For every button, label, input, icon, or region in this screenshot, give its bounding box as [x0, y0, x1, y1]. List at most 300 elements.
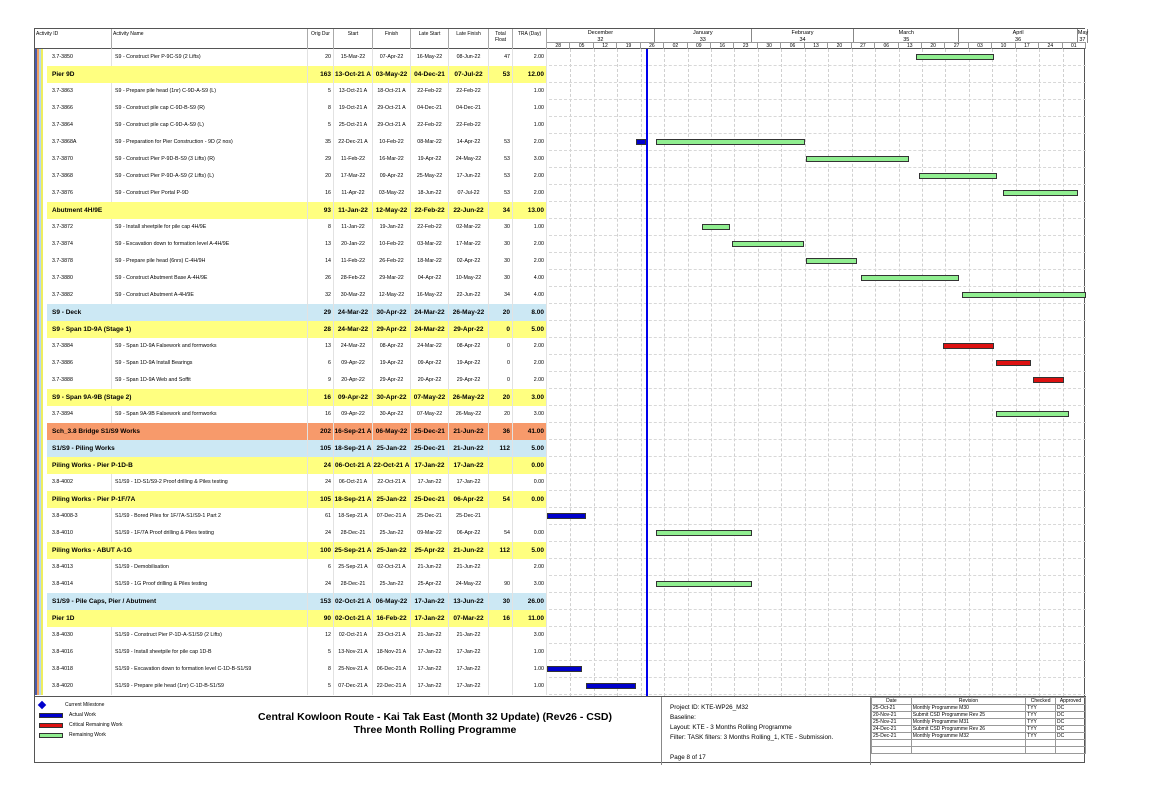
activity-row[interactable] — [35, 168, 1086, 185]
revision-header-cell: Date — [872, 698, 912, 705]
cell-activity-id: 3.7-3868 — [49, 168, 112, 185]
hierarchy-band — [35, 253, 47, 270]
gantt-bar-actual[interactable] — [636, 139, 646, 145]
activity-row[interactable] — [35, 49, 1086, 66]
gantt-bar-remaining[interactable] — [656, 139, 804, 145]
page-number: Page 8 of 17 — [670, 754, 706, 761]
cell-late-start: 25-Dec-21 — [411, 423, 449, 440]
cell-late-start: 17-Jan-22 — [411, 644, 449, 661]
cell-finish: 16-Feb-22 — [373, 610, 411, 627]
cell-activity-name: S1/S9 - Bored Piles for 1F/7A-S1/S9-1 Part 2 — [112, 508, 308, 525]
cell-late-finish: 07-Jul-22 — [449, 185, 489, 202]
wbs-row[interactable] — [35, 457, 1086, 474]
cell-late-finish: 22-Feb-22 — [449, 83, 489, 100]
cell-activity-name: S1/S9 - 1D-S1/S9-2 Proof drilling & Piles testing — [112, 474, 308, 491]
cell-finish: 19-Jan-22 — [373, 219, 411, 236]
activity-row[interactable] — [35, 661, 1086, 678]
timescale-week: 23 — [734, 42, 757, 49]
cell-finish: 30-Apr-22 — [373, 406, 411, 423]
critical-swatch — [39, 723, 63, 728]
gantt-bar-critical[interactable] — [943, 343, 994, 349]
wbs-row[interactable] — [35, 202, 1086, 219]
col-header-activity-name[interactable]: Activity Name — [112, 29, 308, 49]
timescale-week: 20 — [922, 42, 945, 49]
hierarchy-band — [35, 168, 47, 185]
hierarchy-band — [35, 661, 47, 678]
cell-finish: 09-Apr-22 — [373, 168, 411, 185]
cell-start: 25-Sep-21 A — [334, 542, 373, 559]
hierarchy-band — [35, 542, 47, 559]
cell-total-float: 30 — [489, 593, 513, 610]
legend-actual-label: Actual Work — [69, 712, 96, 718]
hierarchy-band — [35, 576, 47, 593]
activity-table — [35, 49, 1086, 696]
cell-late-finish: 25-Dec-21 — [449, 508, 489, 525]
cell-late-finish: 29-Apr-22 — [449, 321, 489, 338]
cell-tra: 0.00 — [513, 474, 547, 491]
cell-start: 09-Apr-22 — [334, 355, 373, 372]
cell-activity-id: 3.7-3886 — [49, 355, 112, 372]
legend-milestone-label: Current Milestone — [65, 702, 105, 708]
remaining-swatch — [39, 733, 63, 738]
cell-activity-id: 3.7-3882 — [49, 287, 112, 304]
gantt-bar-critical[interactable] — [996, 360, 1031, 366]
cell-late-start: 04-Apr-22 — [411, 270, 449, 287]
activity-row[interactable] — [35, 100, 1086, 117]
cell-finish: 30-Apr-22 — [373, 304, 411, 321]
month-name: April — [1012, 30, 1024, 36]
cell-orig-dur: 35 — [308, 134, 334, 151]
gantt-bar-remaining[interactable] — [996, 411, 1069, 417]
month-week-number: 37 — [1079, 36, 1086, 43]
activity-row[interactable] — [35, 372, 1086, 389]
col-header-orig-dur[interactable]: Orig Dur — [308, 29, 334, 49]
cell-activity-name: S9 - Span 9A-9B Falsework and formworks — [112, 406, 308, 423]
cell-activity-id: 3.8-4010 — [49, 525, 112, 542]
col-header-activity-id[interactable]: Activity ID — [35, 29, 112, 49]
cell-late-start: 22-Feb-22 — [411, 202, 449, 219]
cell-late-start: 22-Feb-22 — [411, 117, 449, 134]
hierarchy-band — [35, 219, 47, 236]
timescale-week: 03 — [969, 42, 992, 49]
cell-activity-name: Piling Works - Pier P-1D-B — [49, 457, 308, 474]
project-id: Project ID: KTE-WP26_M32 — [670, 704, 749, 711]
hierarchy-band — [35, 610, 47, 627]
cell-late-start: 16-May-22 — [411, 49, 449, 66]
wbs-row[interactable] — [35, 610, 1086, 627]
revision-row — [872, 712, 1086, 719]
gantt-lane — [547, 202, 1086, 219]
hierarchy-band — [35, 236, 47, 253]
cell-total-float — [489, 661, 513, 678]
cell-tra: 2.00 — [513, 355, 547, 372]
cell-late-start: 17-Jan-22 — [411, 610, 449, 627]
cell-orig-dur: 16 — [308, 185, 334, 202]
gantt-bar-remaining[interactable] — [1003, 190, 1078, 196]
month-name: May — [1077, 30, 1089, 36]
gantt-bar-actual[interactable] — [547, 666, 582, 672]
activity-row[interactable] — [35, 355, 1086, 372]
hierarchy-band — [35, 304, 47, 321]
cell-late-finish: 17-Jun-22 — [449, 168, 489, 185]
cell-total-float: 53 — [489, 134, 513, 151]
cell-late-start: 24-Mar-22 — [411, 338, 449, 355]
cell-tra: 2.00 — [513, 168, 547, 185]
gantt-lane — [547, 83, 1086, 100]
col-header-finish[interactable]: Finish — [373, 29, 411, 49]
revision-cell — [872, 740, 912, 747]
gantt-bar-remaining[interactable] — [916, 54, 994, 60]
wbs-row[interactable] — [35, 593, 1086, 610]
cell-late-finish: 21-Jun-22 — [449, 423, 489, 440]
cell-start: 11-Feb-22 — [334, 151, 373, 168]
cell-activity-name: Pier 9D — [49, 66, 308, 83]
timescale-month — [655, 29, 752, 43]
cell-orig-dur: 20 — [308, 49, 334, 66]
cell-orig-dur: 6 — [308, 355, 334, 372]
cell-total-float: 53 — [489, 185, 513, 202]
cell-late-finish: 14-Apr-22 — [449, 134, 489, 151]
hierarchy-band — [35, 525, 47, 542]
cell-finish: 03-May-22 — [373, 66, 411, 83]
cell-tra: 1.00 — [513, 100, 547, 117]
gantt-bar-remaining[interactable] — [702, 224, 731, 230]
revision-cell: 20-Nov-21 — [872, 712, 912, 719]
timescale-week: 05 — [570, 42, 593, 49]
cell-late-start: 07-May-22 — [411, 406, 449, 423]
cell-tra: 12.00 — [513, 66, 547, 83]
revision-cell: DC — [1056, 712, 1086, 719]
activity-row[interactable] — [35, 83, 1086, 100]
timescale-week: 27 — [852, 42, 875, 49]
month-name: January — [693, 30, 713, 36]
cell-total-float: 90 — [489, 576, 513, 593]
activity-row[interactable] — [35, 236, 1086, 253]
cell-late-finish: 21-Jun-22 — [449, 440, 489, 457]
timescale-week: 17 — [1016, 42, 1039, 49]
cell-total-float: 0 — [489, 372, 513, 389]
cell-orig-dur: 8 — [308, 219, 334, 236]
cell-finish: 12-May-22 — [373, 202, 411, 219]
activity-row[interactable] — [35, 287, 1086, 304]
cell-total-float — [489, 83, 513, 100]
cell-orig-dur: 6 — [308, 559, 334, 576]
cell-late-finish: 02-Apr-22 — [449, 253, 489, 270]
cell-finish: 30-Apr-22 — [373, 389, 411, 406]
gantt-bar-actual[interactable] — [547, 513, 586, 519]
cell-activity-name: S9 - Construct Pier Portal P-9D — [112, 185, 308, 202]
cell-tra: 5.00 — [513, 321, 547, 338]
gantt-bar-remaining[interactable] — [861, 275, 959, 281]
col-header-late-finish[interactable]: Late Finish — [449, 29, 489, 49]
cell-finish: 18-Oct-21 A — [373, 83, 411, 100]
activity-row[interactable] — [35, 270, 1086, 287]
cell-activity-name: S1/S9 - 1F/7A Proof drilling & Piles testing — [112, 525, 308, 542]
revision-cell — [872, 747, 912, 754]
cell-late-start: 20-Apr-22 — [411, 372, 449, 389]
cell-total-float — [489, 474, 513, 491]
activity-row[interactable] — [35, 253, 1086, 270]
wbs-row[interactable] — [35, 66, 1086, 83]
cell-late-finish: 17-Mar-22 — [449, 236, 489, 253]
actual-swatch — [39, 713, 63, 718]
hierarchy-band — [35, 406, 47, 423]
cell-total-float: 53 — [489, 168, 513, 185]
gantt-lane — [547, 321, 1086, 338]
cell-finish: 25-Jan-22 — [373, 491, 411, 508]
cell-tra: 26.00 — [513, 593, 547, 610]
cell-activity-name: S9 - Span 1D-9A (Stage 1) — [49, 321, 308, 338]
cell-orig-dur: 13 — [308, 338, 334, 355]
cell-orig-dur: 28 — [308, 321, 334, 338]
col-header-late-start[interactable]: Late Start — [411, 29, 449, 49]
cell-start: 28-Dec-21 — [334, 525, 373, 542]
hierarchy-band — [35, 66, 47, 83]
cell-activity-id: 3.7-3850 — [49, 49, 112, 66]
hierarchy-band — [35, 287, 47, 304]
revision-cell: TYY — [1026, 705, 1056, 712]
cell-late-finish: 26-May-22 — [449, 389, 489, 406]
hierarchy-band — [35, 644, 47, 661]
cell-start: 15-Mar-22 — [334, 49, 373, 66]
cell-activity-name: S1/S9 - Construct Pier P-1D-A-S1/S9 (2 Lifts) — [112, 627, 308, 644]
cell-late-start: 21-Jan-22 — [411, 627, 449, 644]
hierarchy-band — [35, 423, 47, 440]
activity-row[interactable] — [35, 474, 1086, 491]
timescale-week: 02 — [664, 42, 687, 49]
legend-critical-label: Critical Remaining Work — [69, 722, 123, 728]
gantt-lane — [547, 134, 1086, 151]
cell-tra: 5.00 — [513, 440, 547, 457]
gantt-bar-actual[interactable] — [586, 683, 636, 689]
cell-orig-dur: 105 — [308, 440, 334, 457]
cell-activity-id: 3.7-3884 — [49, 338, 112, 355]
cell-finish: 10-Feb-22 — [373, 134, 411, 151]
cell-orig-dur: 5 — [308, 644, 334, 661]
cell-orig-dur: 5 — [308, 678, 334, 695]
cell-late-finish: 21-Jan-22 — [449, 627, 489, 644]
hierarchy-band — [35, 321, 47, 338]
cell-orig-dur: 12 — [308, 627, 334, 644]
col-header-total-float[interactable]: Total Float — [489, 29, 513, 49]
activity-row[interactable] — [35, 576, 1086, 593]
cell-finish: 07-Apr-22 — [373, 49, 411, 66]
wbs-row[interactable] — [35, 423, 1086, 440]
revision-header-cell: Approved — [1056, 698, 1086, 705]
activity-row[interactable] — [35, 134, 1086, 151]
cell-start: 09-Apr-22 — [334, 406, 373, 423]
timescale-week: 20 — [828, 42, 851, 49]
activity-row[interactable] — [35, 219, 1086, 236]
cell-late-start: 18-Mar-22 — [411, 253, 449, 270]
cell-orig-dur: 93 — [308, 202, 334, 219]
gantt-bar-remaining[interactable] — [732, 241, 804, 247]
cell-tra: 13.00 — [513, 202, 547, 219]
activity-row[interactable] — [35, 627, 1086, 644]
activity-row[interactable] — [35, 151, 1086, 168]
cell-activity-id: 3.7-3874 — [49, 236, 112, 253]
cell-activity-id: 3.8-4014 — [49, 576, 112, 593]
cell-total-float: 30 — [489, 219, 513, 236]
cell-start: 13-Nov-21 A — [334, 644, 373, 661]
timescale-month — [959, 29, 1078, 43]
revision-cell: Monthly Programme M32 — [911, 733, 1025, 740]
wbs-row[interactable] — [35, 440, 1086, 457]
wbs-row[interactable] — [35, 491, 1086, 508]
cell-tra: 41.00 — [513, 423, 547, 440]
cell-start: 20-Jan-22 — [334, 236, 373, 253]
gantt-bar-remaining[interactable] — [656, 581, 751, 587]
cell-late-finish: 17-Jan-22 — [449, 678, 489, 695]
cell-total-float: 53 — [489, 151, 513, 168]
activity-row[interactable] — [35, 185, 1086, 202]
cell-total-float: 112 — [489, 440, 513, 457]
cell-orig-dur: 24 — [308, 474, 334, 491]
cell-late-start: 24-Mar-22 — [411, 321, 449, 338]
activity-row[interactable] — [35, 338, 1086, 355]
gantt-bar-critical[interactable] — [1033, 377, 1064, 383]
cell-late-finish: 26-May-22 — [449, 406, 489, 423]
gantt-lane — [547, 661, 1086, 678]
cell-activity-name: S9 - Span 9A-9B (Stage 2) — [49, 389, 308, 406]
cell-activity-name: S9 - Prepare pile head (6nrs) C-4H/9H — [112, 253, 308, 270]
cell-activity-name: S9 - Span 1D-9A Web and Soffit — [112, 372, 308, 389]
cell-activity-id: 3.8-4008-3 — [49, 508, 112, 525]
cell-finish: 22-Oct-21 A — [373, 474, 411, 491]
cell-tra: 2.00 — [513, 49, 547, 66]
month-week-number: 35 — [903, 36, 910, 43]
gantt-lane — [547, 474, 1086, 491]
gantt-lane — [547, 372, 1086, 389]
wbs-row[interactable] — [35, 389, 1086, 406]
cell-total-float: 47 — [489, 49, 513, 66]
cell-activity-name: S9 - Construct pile cap C-9D-B-S9 (R) — [112, 100, 308, 117]
cell-finish: 29-Mar-22 — [373, 270, 411, 287]
activity-row[interactable] — [35, 117, 1086, 134]
cell-orig-dur: 24 — [308, 576, 334, 593]
col-header-tra[interactable]: TRA (Day) — [513, 29, 547, 49]
timescale-week: 28 — [547, 42, 570, 49]
cell-activity-name: S9 - Excavation down to formation level A-4H/9E — [112, 236, 308, 253]
cell-late-start: 21-Jun-22 — [411, 559, 449, 576]
cell-activity-name: Pier 1D — [49, 610, 308, 627]
cell-tra: 1.00 — [513, 219, 547, 236]
cell-late-start: 08-Mar-22 — [411, 134, 449, 151]
activity-row[interactable] — [35, 525, 1086, 542]
cell-total-float — [489, 100, 513, 117]
gantt-bar-remaining[interactable] — [806, 258, 857, 264]
col-header-start[interactable]: Start — [334, 29, 373, 49]
cell-start: 11-Jan-22 — [334, 219, 373, 236]
cell-late-finish: 06-Apr-22 — [449, 525, 489, 542]
cell-activity-name: Piling Works - ABUT A-1G — [49, 542, 308, 559]
cell-start: 02-Oct-21 A — [334, 610, 373, 627]
cell-activity-id: 3.7-3876 — [49, 185, 112, 202]
gantt-lane — [547, 423, 1086, 440]
activity-row[interactable] — [35, 678, 1086, 695]
cell-start: 18-Sep-21 A — [334, 440, 373, 457]
cell-finish: 29-Apr-22 — [373, 372, 411, 389]
hierarchy-band — [35, 457, 47, 474]
hierarchy-band — [35, 389, 47, 406]
cell-start: 25-Oct-21 A — [334, 117, 373, 134]
gantt-bar-remaining[interactable] — [919, 173, 997, 179]
cell-total-float — [489, 678, 513, 695]
cell-tra: 2.00 — [513, 559, 547, 576]
hierarchy-band — [35, 338, 47, 355]
cell-activity-name: S1/S9 - 1G Proof drilling & Piles testing — [112, 576, 308, 593]
cell-activity-name: S9 - Construct Abutment A-4H/9E — [112, 287, 308, 304]
cell-tra: 0.00 — [513, 457, 547, 474]
cell-total-float — [489, 508, 513, 525]
cell-total-float: 112 — [489, 542, 513, 559]
month-week-number: 33 — [699, 36, 706, 43]
gantt-bar-remaining[interactable] — [806, 156, 909, 162]
cell-late-start: 17-Jan-22 — [411, 474, 449, 491]
timescale-month — [854, 29, 959, 43]
revision-empty-row — [872, 740, 1086, 747]
cell-start: 28-Dec-21 — [334, 576, 373, 593]
hierarchy-band — [35, 49, 47, 66]
milestone-icon — [38, 701, 46, 709]
gantt-lane — [547, 253, 1086, 270]
activity-row[interactable] — [35, 644, 1086, 661]
cell-start: 24-Mar-22 — [334, 321, 373, 338]
gantt-lane — [547, 355, 1086, 372]
wbs-row[interactable] — [35, 321, 1086, 338]
cell-finish: 22-Oct-21 A — [373, 457, 411, 474]
wbs-row[interactable] — [35, 304, 1086, 321]
cell-activity-id: 3.7-3894 — [49, 406, 112, 423]
wbs-row[interactable] — [35, 542, 1086, 559]
cell-late-finish: 19-Apr-22 — [449, 355, 489, 372]
cell-tra: 2.00 — [513, 338, 547, 355]
gantt-lane — [547, 49, 1086, 66]
cell-start: 18-Sep-21 A — [334, 491, 373, 508]
cell-tra: 0.00 — [513, 525, 547, 542]
cell-finish: 22-Dec-21 A — [373, 678, 411, 695]
gantt-lane — [547, 66, 1086, 83]
cell-tra: 2.00 — [513, 372, 547, 389]
month-week-number: 34 — [799, 36, 806, 43]
cell-tra: 8.00 — [513, 304, 547, 321]
month-name: February — [791, 30, 814, 36]
revision-cell: TYY — [1026, 733, 1056, 740]
cell-finish: 03-May-22 — [373, 185, 411, 202]
cell-late-start: 25-Dec-21 — [411, 440, 449, 457]
project-baseline: Baseline: — [670, 714, 696, 721]
activity-row[interactable] — [35, 508, 1086, 525]
cell-activity-name: S9 - Span 1D-9A Falsework and formworks — [112, 338, 308, 355]
cell-orig-dur: 5 — [308, 83, 334, 100]
cell-late-start: 25-Dec-21 — [411, 508, 449, 525]
cell-start: 30-Mar-22 — [334, 287, 373, 304]
timescale-week: 26 — [641, 42, 664, 49]
cell-tra: 4.00 — [513, 287, 547, 304]
cell-late-finish: 21-Jun-22 — [449, 542, 489, 559]
cell-late-finish: 22-Feb-22 — [449, 117, 489, 134]
cell-total-float: 30 — [489, 270, 513, 287]
cell-orig-dur: 202 — [308, 423, 334, 440]
cell-activity-name: S9 - Install sheetpile for pile cap 4H/9E — [112, 219, 308, 236]
activity-row[interactable] — [35, 406, 1086, 423]
cell-finish: 06-Dec-21 A — [373, 661, 411, 678]
gantt-bar-remaining[interactable] — [656, 530, 751, 536]
gantt-bar-remaining[interactable] — [962, 292, 1086, 298]
activity-row[interactable] — [35, 559, 1086, 576]
legend-actual — [39, 712, 96, 718]
cell-finish: 29-Apr-22 — [373, 321, 411, 338]
